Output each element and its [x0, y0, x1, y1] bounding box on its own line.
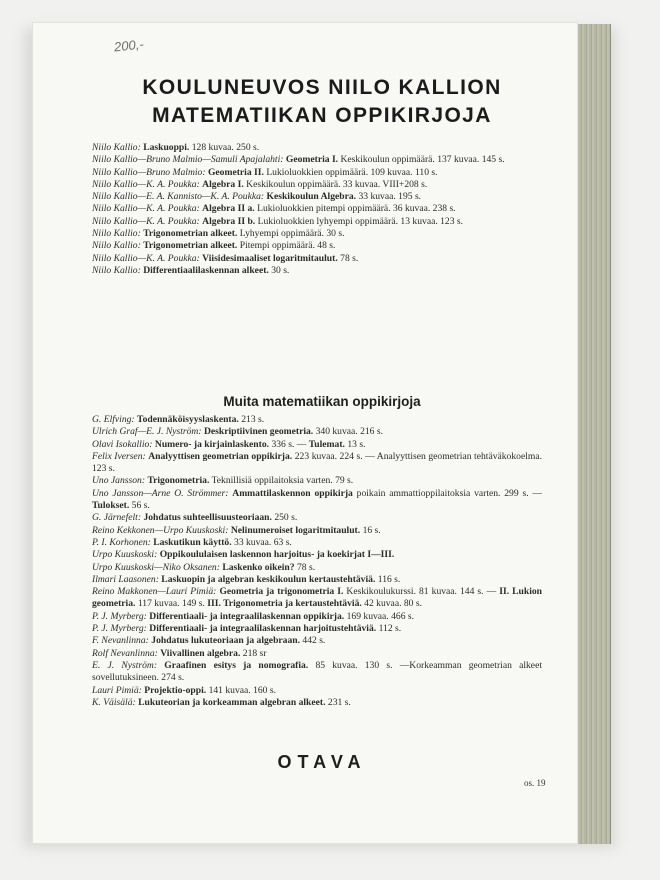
book-entry	[92, 623, 542, 635]
entry-title: Geometria ja trigonometria I.	[219, 586, 344, 598]
entry-author: Niilo Kallio—K. A. Poukka:	[92, 215, 200, 227]
entry-author: Lauri Pimiä:	[92, 684, 142, 696]
entry-author: G. Elfving:	[92, 414, 135, 425]
entry-rest: Keskikoulun oppimäärä. 33 kuvaa. VIII+208 s.	[246, 178, 428, 190]
book-entry	[92, 142, 542, 154]
entry-author: Olavi Isokallio:	[92, 438, 153, 450]
book-entry	[92, 586, 542, 611]
entry-title: Algebra II a.	[202, 203, 255, 215]
entry-rest: 250 s.	[274, 512, 298, 524]
entry-title: Ammattilaskennon oppikirja	[232, 487, 353, 499]
entry-rest: 33 kuvaa. 195 s.	[358, 191, 422, 203]
entry-rest2: 117 kuvaa. 149 s.	[137, 598, 205, 610]
entry-rest: 336 s. —	[271, 438, 307, 450]
entry-title: Todennäköisyyslaskenta.	[137, 414, 239, 425]
book-entry	[92, 439, 542, 451]
entry-author: Niilo Kallio:	[92, 264, 141, 276]
book-entry	[92, 216, 542, 228]
entry-rest: 30 s.	[271, 264, 290, 276]
book-entry	[92, 253, 542, 265]
entry-author: Reino Kekkonen—Urpo Kuuskoski:	[92, 524, 229, 536]
entry-title: Viivallinen algebra.	[160, 647, 241, 659]
entry-rest: 78 s.	[340, 252, 359, 264]
entry-title: Analyyttisen geometrian oppikirja.	[148, 450, 293, 462]
pencil-price-note: 200,-	[113, 36, 145, 55]
entry-author: Urpo Kuuskoski—Niko Oksanen:	[92, 561, 220, 573]
publisher-name: OTAVA	[277, 752, 367, 772]
entry-title: Algebra II b.	[202, 215, 256, 227]
entry-rest: Keskikoulun oppimäärä. 137 kuvaa. 145 s.	[340, 154, 505, 166]
entry-author: Rolf Nevanlinna:	[92, 647, 158, 659]
book-entry	[92, 648, 542, 660]
entry-author: P. J. Myrberg:	[92, 623, 147, 635]
entry-title: Trigonometrian alkeet.	[143, 240, 238, 252]
entry-author: P. J. Myrberg:	[92, 610, 147, 622]
entry-author: Niilo Kallio—E. A. Kannisto—K. A. Poukka:	[92, 191, 265, 203]
entry-rest: 78 s.	[296, 561, 316, 573]
entry-title: Algebra I.	[202, 178, 244, 190]
book-entry	[92, 265, 542, 277]
book-spine	[574, 24, 611, 844]
back-cover	[32, 22, 578, 844]
entry-title: Johdatus lukuteoriaan ja algebraan.	[151, 635, 300, 647]
entry-title: Numero- ja kirjainlaskento.	[154, 438, 270, 450]
main-title-line-1: KOULUNEUVOS NIILO KALLION	[142, 76, 502, 99]
entry-author: Reino Makkonen—Lauri Pimiä:	[92, 586, 217, 598]
entry-rest: 340 kuvaa. 216 s.	[315, 426, 384, 438]
entry-title: Laskuopin ja algebran keskikoulun kertaustehtäviä.	[161, 573, 376, 585]
entry-title: Keskikoulun Algebra.	[266, 191, 357, 203]
kallio-book-list	[92, 142, 542, 277]
book-entry	[92, 451, 542, 476]
book-entry	[92, 574, 542, 586]
entry-title: Geometria I.	[285, 154, 339, 166]
main-title-line-2: MATEMATIIKAN OPPIKIRJOJA	[152, 104, 492, 127]
entry-rest2: 56 s.	[131, 500, 150, 512]
book-entry	[92, 203, 542, 215]
entry-author: G. Järnefelt:	[92, 512, 142, 524]
entry-title: Differentiaali- ja integraalilaskennan harjoitustehtäviä.	[149, 623, 377, 635]
entry-rest: 442 s.	[302, 635, 326, 647]
entry-rest3: 42 kuvaa. 80 s.	[364, 598, 422, 610]
entry-title: Laskenko oikein?	[222, 561, 295, 573]
entry-author: Ilmari Laasonen:	[92, 573, 159, 585]
other-book-list	[92, 414, 542, 709]
book-entry	[92, 562, 542, 574]
entry-title: Oppikoululaisen laskennon harjoitus- ja koekirjat I—III.	[159, 549, 395, 561]
entry-title: Viisidesimaaliset logaritmitaulut.	[202, 252, 338, 264]
entry-rest: poikain ammattioppilaitoksia varten. 299 s. —	[356, 487, 543, 499]
entry-title2: Tulemat.	[308, 438, 345, 450]
entry-rest: 116 s.	[377, 573, 401, 585]
entry-author: Felix Iversen:	[92, 450, 146, 462]
book-entry	[92, 685, 542, 697]
entry-title2: Tulokset.	[92, 500, 130, 512]
entry-rest: 141 kuvaa. 160 s.	[208, 684, 276, 696]
entry-title: Projektio-oppi.	[144, 684, 207, 696]
book-entry	[92, 537, 542, 549]
entry-author: Urpo Kuuskoski:	[92, 549, 158, 561]
book-entry	[92, 660, 542, 685]
entry-author: E. J. Nyström:	[92, 659, 158, 671]
entry-rest: 231 s.	[327, 696, 351, 708]
book-entry	[92, 611, 542, 623]
entry-title: Geometria II.	[207, 166, 264, 178]
entry-title: Trigonometria.	[147, 475, 210, 487]
entry-rest: 128 kuvaa. 250 s.	[191, 142, 260, 153]
book-entry	[92, 525, 542, 537]
entry-title: Laskutikun käyttö.	[153, 536, 232, 548]
book-entry	[92, 167, 542, 179]
entry-title: Deskriptiivinen geometria.	[203, 426, 314, 438]
print-code: os. 19	[524, 778, 546, 788]
book-entry	[92, 512, 542, 524]
entry-title: Graafinen esitys ja nomografia.	[164, 659, 309, 671]
book-entry	[92, 179, 542, 191]
entry-author: Niilo Kallio:	[92, 240, 141, 252]
entry-author: Uno Jansson:	[92, 475, 146, 487]
entry-title3: III. Trigonometria ja kertaustehtäviä.	[207, 598, 362, 610]
entry-rest: Lyhyempi oppimäärä. 30 s.	[239, 228, 345, 240]
entry-author: Niilo Kallio:	[92, 228, 141, 240]
entry-author: K. Väisälä:	[92, 696, 136, 708]
entry-rest: Teknillisiä oppilaitoksia varten. 79 s.	[211, 475, 354, 487]
entry-title: Laskuoppi.	[143, 142, 190, 153]
entry-author: Niilo Kallio:	[92, 142, 141, 153]
entry-title2: II. Lukion geometria.	[92, 586, 543, 610]
entry-title: Differentiaali- ja integraalilaskennan oppikirja.	[149, 610, 345, 622]
entry-rest: 33 kuvaa. 63 s.	[234, 536, 292, 548]
section-title: Muita matematiikan oppikirjoja	[223, 394, 421, 409]
entry-rest: Lukioluokkien pitempi oppimäärä. 36 kuvaa. 238 s.	[257, 203, 456, 215]
entry-rest: 223 kuvaa. 224 s. — Analyyttisen geometrian tehtäväkokoelma. 123 s.	[92, 450, 542, 475]
entry-author: Niilo Kallio—K. A. Poukka:	[92, 252, 200, 264]
entry-rest: 218 sr	[242, 647, 267, 659]
entry-rest2: 13 s.	[347, 438, 366, 450]
entry-author: Niilo Kallio—K. A. Poukka:	[92, 178, 200, 190]
entry-title: Nelinumeroiset logaritmitaulut.	[230, 524, 361, 536]
entry-rest: Keskikoulukurssi. 81 kuvaa. 144 s. —	[346, 586, 497, 598]
entry-title: Johdatus suhteellisuusteoriaan.	[143, 512, 272, 524]
book-entry	[92, 635, 542, 647]
entry-author: Niilo Kallio—K. A. Poukka:	[92, 203, 200, 215]
book-entry	[92, 475, 542, 487]
entry-rest: 112 s.	[378, 623, 402, 635]
entry-author: F. Nevanlinna:	[92, 635, 149, 647]
book-entry	[92, 426, 542, 438]
entry-title: Trigonometrian alkeet.	[143, 228, 238, 240]
entry-rest: 85 kuvaa. 130 s. —Korkeamman geometrian alkeet sovellutuksineen. 274 s.	[92, 659, 542, 684]
entry-title: Differentiaalilaskennan alkeet.	[143, 264, 269, 276]
entry-rest: 213 s.	[241, 414, 265, 425]
entry-author: Niilo Kallio—Bruno Malmio:	[92, 166, 206, 178]
entry-rest: 169 kuvaa. 466 s.	[346, 610, 415, 622]
book-entry	[92, 414, 542, 426]
entry-author: Ulrich Graf—E. J. Nyström:	[92, 426, 202, 438]
entry-author: P. I. Korhonen:	[92, 536, 151, 548]
entry-rest: Lukioluokkien oppimäärä. 109 kuvaa. 110 s.	[266, 166, 438, 178]
main-title	[92, 74, 552, 130]
book-entry	[92, 697, 542, 709]
entry-author: Uno Jansson—Arne O. Strömmer:	[92, 487, 229, 499]
entry-rest: Lukioluokkien lyhyempi oppimäärä. 13 kuvaa. 123 s.	[257, 215, 464, 227]
entry-author: Niilo Kallio—Bruno Malmio—Samuli Apajalahti:	[92, 154, 284, 166]
book-entry	[92, 191, 542, 203]
book-entry	[92, 228, 542, 240]
book-entry	[92, 240, 542, 252]
entry-title: Lukuteorian ja korkeamman algebran alkeet.	[138, 696, 326, 708]
book-entry	[92, 549, 542, 561]
book-entry	[92, 154, 542, 166]
entry-rest: 16 s.	[362, 524, 381, 536]
entry-rest: Pitempi oppimäärä. 48 s.	[239, 240, 336, 252]
book-entry	[92, 488, 542, 513]
